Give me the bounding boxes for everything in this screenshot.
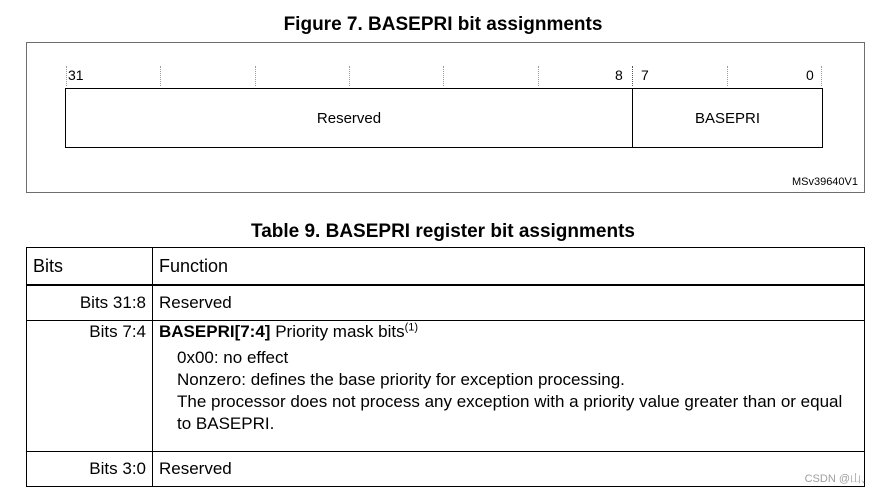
function-details	[159, 347, 858, 435]
header-function: Function	[153, 248, 865, 286]
field-name: BASEPRI[7:4]	[159, 322, 271, 341]
field-reserved	[65, 88, 633, 148]
function-heading	[159, 321, 858, 343]
bit-tick	[538, 66, 539, 86]
bit-label-8: 8	[615, 67, 623, 83]
bit-tick	[727, 66, 728, 86]
table-row	[27, 321, 865, 452]
row-bits: Bits 3:0	[27, 452, 153, 487]
row-function: Reserved	[153, 285, 865, 321]
field-basepri-label: BASEPRI	[694, 109, 761, 127]
field-reserved-label: Reserved	[316, 109, 382, 127]
header-bits: Bits	[27, 248, 153, 286]
figure-id: MSv39640V1	[791, 176, 858, 188]
bit-tick	[160, 66, 161, 86]
table-row	[27, 285, 865, 321]
row-bits: Bits 31:8	[27, 285, 153, 321]
bit-tick-field-boundary	[632, 66, 633, 86]
bit-label-0: 0	[806, 67, 814, 83]
bit-tick	[443, 66, 444, 86]
detail-line: 0x00: no effect	[177, 348, 289, 367]
bit-tick	[821, 66, 822, 86]
field-basepri	[632, 88, 823, 148]
bit-tick	[349, 66, 350, 86]
table-header-row	[27, 248, 865, 286]
footnote-ref: (1)	[404, 321, 419, 334]
bit-label-7: 7	[641, 67, 649, 83]
detail-line: The processor does not process any exception with a priority value greater than or equal to BASEPRI.	[177, 392, 843, 433]
watermark: CSDN @山、	[804, 473, 872, 485]
bit-assignment-table	[26, 247, 865, 487]
table-row	[27, 452, 865, 487]
bit-tick	[66, 66, 67, 86]
field-description: Priority mask bits	[270, 322, 405, 341]
table-title: Table 9. BASEPRI register bit assignments	[251, 221, 635, 242]
row-bits: Bits 7:4	[27, 321, 153, 452]
row-function: Reserved	[153, 452, 865, 487]
bit-tick	[255, 66, 256, 86]
detail-line: Nonzero: defines the base priority for exception processing.	[177, 370, 625, 389]
figure-title: Figure 7. BASEPRI bit assignments	[283, 14, 603, 35]
row-function	[153, 321, 865, 452]
bit-label-31: 31	[68, 67, 84, 83]
